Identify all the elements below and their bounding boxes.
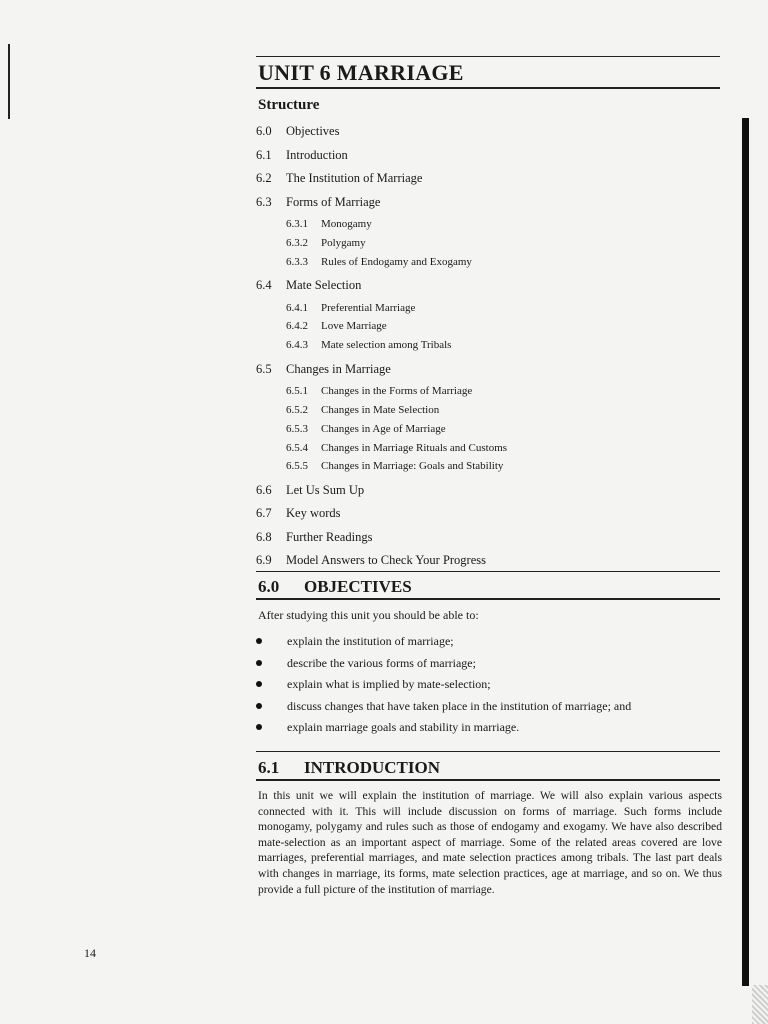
toc-number: 6.1 (256, 147, 272, 162)
objectives-rule-top (256, 571, 720, 572)
toc-item (256, 278, 716, 302)
toc-label: Changes in the Forms of Marriage (321, 385, 473, 398)
introduction-heading (258, 758, 440, 778)
toc-label: Model Answers to Check Your Progress (286, 553, 486, 568)
objectives-lead: After studying this unit you should be able to: (258, 608, 479, 622)
toc-label: Monogamy (321, 218, 372, 230)
toc-item (256, 124, 716, 148)
toc-label: Changes in Mate Selection (321, 403, 440, 416)
toc-number: 6.8 (256, 529, 272, 544)
scan-edge-left (8, 44, 10, 119)
objective-bullet (256, 718, 726, 740)
toc-number: 6.7 (256, 506, 272, 521)
bullet-dot-icon (256, 638, 262, 644)
title-rule-top (256, 56, 720, 57)
objective-bullet (256, 697, 726, 719)
objective-text: discuss changes that have taken place in the institution of marriage; and (287, 698, 632, 713)
toc-subitem (256, 218, 716, 237)
toc-number: 6.5.5 (286, 460, 308, 473)
objective-text: explain what is implied by mate-selection; (287, 677, 491, 692)
objective-bullet (256, 632, 726, 654)
toc-label: Love Marriage (321, 320, 387, 333)
objectives-rule-bottom (256, 598, 720, 600)
toc-subitem (256, 302, 716, 321)
toc-item (256, 362, 716, 386)
objective-text: explain marriage goals and stability in marriage. (287, 720, 520, 735)
toc-item (256, 171, 716, 195)
toc-label: Introduction (286, 147, 348, 162)
toc-item (256, 483, 716, 507)
objectives-heading (258, 577, 412, 597)
title-rule-bottom (256, 87, 720, 89)
toc-label: Forms of Marriage (286, 194, 381, 209)
toc-subitem (256, 320, 716, 339)
toc-label: Let Us Sum Up (286, 482, 365, 497)
bullet-dot-icon (256, 660, 262, 666)
toc-number: 6.4.2 (286, 320, 308, 333)
toc-item (256, 553, 716, 577)
toc-label: The Institution of Marriage (286, 171, 423, 185)
toc-number: 6.4 (256, 278, 272, 293)
toc-number: 6.0 (256, 124, 272, 138)
intro-rule-bottom (256, 779, 720, 781)
toc-subitem (256, 460, 716, 483)
toc-number: 6.4.3 (286, 339, 308, 352)
structure-heading: Structure (258, 97, 320, 113)
objective-bullet (256, 654, 726, 676)
toc-label: Rules of Endogamy and Exogamy (321, 255, 472, 268)
toc-label: Changes in Marriage: Goals and Stability (321, 460, 504, 473)
toc-label: Changes in Age of Marriage (321, 422, 446, 435)
objective-bullet (256, 675, 726, 697)
toc-subitem (256, 385, 716, 404)
unit-title: UNIT 6 MARRIAGE (258, 60, 464, 85)
toc-subitem (256, 404, 716, 423)
toc-number: 6.2 (256, 171, 272, 185)
toc-item (256, 506, 716, 530)
toc-subitem (256, 256, 716, 279)
toc-subitem (256, 339, 716, 362)
toc-label: Polygamy (321, 236, 366, 249)
toc-number: 6.5.1 (286, 385, 308, 398)
objectives-list (256, 632, 726, 740)
bullet-dot-icon (256, 703, 262, 709)
toc-label: Preferential Marriage (321, 301, 416, 314)
objectives-number: 6.0 (258, 577, 280, 596)
toc-number: 6.5.2 (286, 403, 308, 416)
toc-item (256, 148, 716, 172)
toc-label: Mate Selection (286, 278, 362, 293)
toc-label: Changes in Marriage Rituals and Customs (321, 441, 508, 454)
toc-number: 6.3.3 (286, 255, 308, 268)
bullet-dot-icon (256, 681, 262, 687)
toc-number: 6.4.1 (286, 301, 308, 314)
toc-number: 6.5.4 (286, 441, 308, 454)
toc-number: 6.3.2 (286, 236, 308, 249)
toc-number: 6.5.3 (286, 422, 308, 435)
toc-subitem (256, 423, 716, 442)
toc-label: Further Readings (286, 529, 373, 544)
toc-item (256, 530, 716, 554)
toc-label: Key words (286, 506, 341, 521)
introduction-body: In this unit we will explain the institution of marriage. We will also explain various aspects connected with it. This will include discussion on forms of marriage. Such forms include monogamy, polygamy and rules such as those of endogamy and exogamy. We have also described mate-selection as an important aspect of marriage. Some of the related areas covered are love marriages, preferential marriages, and mate selection practices among tribals. The last part deals with changes in marriage, its forms, mate selection practices, age at marriage, and so on. We thus provide a full picture of the institution of marriage. (258, 789, 722, 896)
toc-number: 6.5 (256, 361, 272, 376)
toc-number: 6.3 (256, 194, 272, 209)
scan-edge-right (742, 118, 749, 986)
toc-subitem (256, 442, 716, 461)
toc-subitem (256, 237, 716, 256)
toc-number: 6.3.1 (286, 218, 308, 230)
bullet-dot-icon (256, 724, 262, 730)
objectives-title: OBJECTIVES (304, 577, 412, 596)
scan-corner-noise (752, 985, 768, 1024)
toc-label: Mate selection among Tribals (321, 339, 452, 352)
toc-number: 6.9 (256, 553, 272, 568)
toc-number: 6.6 (256, 482, 272, 497)
introduction-number: 6.1 (258, 758, 280, 777)
table-of-contents (256, 124, 716, 577)
page-number: 14 (84, 946, 96, 960)
toc-label: Objectives (286, 124, 340, 138)
objective-text: explain the institution of marriage; (287, 634, 454, 648)
toc-label: Changes in Marriage (286, 361, 391, 376)
objective-text: describe the various forms of marriage; (287, 655, 476, 670)
introduction-title: INTRODUCTION (304, 758, 441, 777)
toc-item (256, 195, 716, 219)
intro-rule-top (256, 751, 720, 752)
